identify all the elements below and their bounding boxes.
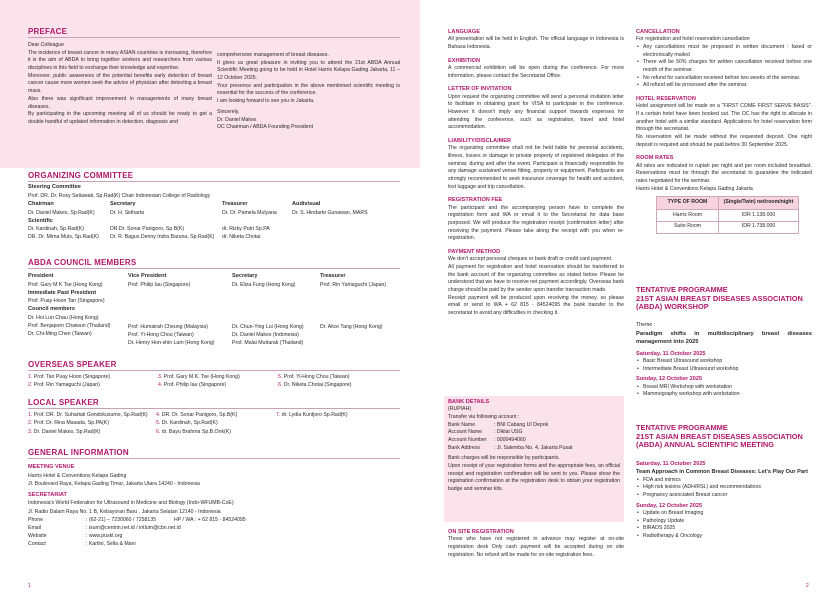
council-member: Prof. Humairah Cheung (Malaysia) — [128, 324, 208, 330]
bank-row: Bank Name : BNI Cabang UI Depok — [448, 421, 549, 428]
bank-row: Bank Address : Jl. Salemba No. 4, Jakarta Pusat — [448, 444, 573, 451]
preface-signatory-role: OC Chairman / ABDA Founding President — [217, 124, 314, 131]
local-list-col-1 — [28, 411, 148, 436]
payment-text: We don't accept personal cheques or bank draft or credit card payment. — [448, 256, 613, 263]
annual-day1-list — [636, 477, 812, 500]
hotel-deposit-text: No reservation will be made without the requested deposit. One night deposit is required and should be paid before 30 September 2025. — [636, 134, 812, 148]
scientific-member: Dr. Kardinah, Sp.Rad(K) — [28, 226, 84, 233]
list-item: • High risk lesions (ADH/RSL) and recommendations — [636, 484, 812, 492]
registration-fee-heading: REGISTRATION FEE — [448, 197, 503, 204]
bank-charges-note: Bank charges will be responsible by participants. — [448, 455, 560, 462]
council-member: Dr. Alice Tang (Hong Kong) — [320, 324, 383, 330]
secretary-name: Dr. H. Sidharta — [110, 209, 145, 216]
payment-text: Receipt payment will be produced upon receiving the money, so please email or send to WA + 62 815 - 84524095 the bank transfer to the secretariat to avoid any difficulties in checking it. — [448, 294, 624, 317]
preface-left-column — [28, 42, 212, 127]
council-secretary-name: Dr. Eliza Fung (Hong Kong) — [232, 281, 296, 288]
bank-intro: Transfer via following account : — [448, 413, 520, 420]
workshop-programme — [636, 322, 812, 399]
preface-paragraph-7: Your presence and participation in the above mentioned scientific meeting is essential for the success of the conference. — [217, 82, 400, 97]
steering-committee-heading: Steering Committee — [28, 184, 81, 190]
abda-council-title: ABDA COUNCIL MEMBERS — [28, 258, 137, 267]
programme-day: Sunday, 12 October 2025 — [636, 502, 703, 509]
local-speaker-rule — [28, 408, 400, 409]
chairman-name: Dr. Daniel Makes, Sp.Rad(K) — [28, 209, 95, 216]
audivisual-heading: Audivisual — [292, 201, 321, 207]
preface-paragraph-6: It gives us great pleasure in inviting you to attend the 21st ABDA Annual Scientific Meeting going to be held in Hotel Harris Kelapa Gading Jakarta, 11 – 12 October 2025. — [217, 59, 400, 82]
secretariat-heading: SECRETARIAT — [28, 491, 67, 498]
list-item: 6. Dr. Niketa Chotai (Singapore) — [278, 382, 352, 389]
onsite-registration — [448, 528, 624, 559]
list-item: • Basic Breast Ultrasound workshop — [636, 358, 812, 366]
email-row: Email : isum@centrin.net.id / intlum@cbn.net.id — [28, 524, 181, 531]
chairman-block — [28, 200, 99, 242]
list-item: • All refund will be processed after the seminar. — [636, 82, 812, 90]
programme-day: Saturday, 11 October 2025 — [636, 461, 706, 467]
list-item: • Mammography workshop with workstation — [636, 391, 812, 399]
theme-label: Theme : — [636, 322, 656, 328]
table-header-row — [657, 197, 799, 210]
scientific-member: dr. Rizky Putri Sp.PA — [222, 226, 270, 233]
room-rates-heading: ROOM RATES — [636, 155, 674, 162]
list-item: 6. dr. Bayu Brahma Sp.B.Onk(K) — [156, 428, 231, 435]
meeting-venue-heading: MEETING VENUE — [28, 464, 75, 470]
list-item: 4. Prof. Philip Iau (Singapore) — [158, 382, 227, 389]
invitation-heading: LETTER OF INVITATION — [448, 86, 512, 93]
scientific-heading: Scientific — [28, 217, 53, 224]
overseas-list-col-2 — [158, 373, 240, 390]
council-member: Prof. Yi-Hong Chou (Taiwan) — [128, 332, 194, 339]
list-item: 7. dr. Lydia Kuntjoro Sp.Rad(K) — [276, 412, 348, 418]
liability-heading: LIABILITY/DISCLAIMER — [448, 137, 512, 144]
list-item: 4. DR. Dr. Sonar Panigoro, Sp.B(K) — [156, 412, 238, 418]
cancellation-intro: For registration and hotel reservation cancellation — [636, 36, 750, 43]
treasurer-heading: Treasurer — [222, 201, 248, 207]
room-rates-text: All rates are indicated in rupiah per night and per room included breakfast. Reservations must be through the secretariat to guarantee the indicated rates negotiated for the seminar. — [636, 162, 812, 185]
preface-paragraph-8: I am looking forward to see you in Jakarta. — [217, 98, 315, 105]
past-president-name: Prof. Puay-Hoon Tan (Singapore) — [28, 298, 105, 305]
list-item: • Pregnancy associated Breast cancer — [636, 492, 812, 500]
website-row: Website : www.puskl.org — [28, 532, 123, 539]
list-item: 3. Prof. Gary M.K. Tse (Hong Kong) — [158, 374, 240, 380]
page-number-right: 2 — [806, 582, 809, 589]
council-treasurer-heading: Treasurer — [320, 273, 346, 279]
audivisual-block — [292, 200, 368, 217]
council-member: Dr. Daniel Makes (Indonesia) — [232, 332, 299, 339]
venue-name: Harris Hotel & Conventions Kelapa Gading — [28, 472, 127, 479]
council-col-2-members — [128, 323, 215, 347]
treasurer-block — [222, 200, 277, 242]
secretary-block — [110, 200, 214, 242]
council-col-3 — [232, 272, 295, 289]
contact-row: Contact : Kartini, Sella & Mani — [28, 540, 136, 547]
hotel-reservation-heading: HOTEL RESERVATION — [636, 96, 696, 103]
preface-paragraph-3: Also there was significant improvement in managements of many breast diseases. — [28, 95, 212, 110]
council-col-4 — [320, 272, 386, 289]
language-heading: LANGUAGE — [448, 29, 481, 35]
council-treasurer-name: Prof. Rin Yamaguchi (Japan) — [320, 281, 387, 288]
column-header: (Single/Twin) net/room/night — [719, 197, 799, 210]
programme-day: Sunday, 12 October 2025 — [636, 376, 703, 383]
overseas-speaker-rule — [28, 370, 400, 371]
list-item: 2. Prof. Dr. Rina Masada, Sp.PA(K) — [28, 420, 109, 427]
preface-signoff: Sincerely, — [217, 108, 240, 115]
organizing-committee-title: ORGANIZING COMMITTEE — [28, 171, 134, 180]
hotel-reservation-text: Hotel assignment will be made on a "FIRST COME FIRST SERVE BASIS". If a certain hotel have been booked out. The OC has the right to allocate in another hotel with a similar standard. Applications for hotel reservation form through the secretariat. — [636, 103, 812, 133]
list-item: • FDA and mimics — [636, 477, 812, 485]
secretariat-address: Jl. Radio Dalam Raya No. 1 B, Kebayoran Baru , Jakarta Selatan 12140 - Indonesia — [28, 508, 221, 515]
scientific-member: DR. Dr. Mirna Muis, Sp.Rad(K) — [28, 234, 99, 241]
council-member: Prof. Benjaporn Chaiwun (Thailand) — [28, 323, 111, 330]
past-president-heading: Immediate Past President — [28, 289, 97, 296]
council-member: Dr. Chi-Ming Chen (Taiwan) — [28, 331, 92, 338]
general-information-body — [28, 463, 246, 548]
list-item: 1. Prof. DR. Dr. Suhartati Gondokusumo, Sp.Rad(K) — [28, 412, 148, 418]
payment-text: All payment for registration and hotel reservation should be transferred to the bank account of the organizing committee as stated below. Please be understood that we have to receive net payment accordingly. Overseas bank charge should be paid by the sender upon transfer transaction made. — [448, 264, 624, 294]
list-item: • Breast MRI Workshop with workstation — [636, 384, 812, 392]
council-member: Dr. Hoi Lun Chau (Hong Kong) — [28, 315, 99, 322]
table-row: Suite Room IDR 1.738.000 — [657, 221, 799, 233]
bank-receipt-note: Upon receipt of your registration forms and the appropriate fees, an official receipt and registration confirmation will be sent to you. Please show the registration confirmation at the registration desk to obtain your registration badge and seminar kits. — [448, 463, 620, 493]
vice-president-name: Prof. Philip Iau (Singapore) — [128, 281, 191, 288]
council-member: Dr. Chun-Ying Lui (Hong Kong) — [232, 324, 304, 330]
steering-committee-member: Prof. DR. Dr. Rosy Setiawati, Sp.Rad(K) Chair Indonesian College of Radiology — [28, 192, 211, 199]
general-information-title: GENERAL INFORMATION — [28, 448, 129, 457]
bank-currency: (RUPIAH) — [448, 406, 472, 413]
room-rates-table — [656, 196, 799, 233]
cancellation-list — [636, 44, 812, 90]
invitation-text: Upon request the organizing committee will send a personal invitation letter to facilitate in obtaining grant for VISA to participate in the conference. However it doesn't imply any financial support towards expenses for attending the conference, such as registration, travel and hotel accommodation. — [448, 93, 624, 131]
council-col-3-members — [232, 323, 304, 347]
preface-title: PREFACE — [28, 27, 68, 36]
bank-details — [448, 398, 620, 494]
workshop-programme-title: TENTATIVE PROGRAMME 21ST ASIAN BREAST DISEASES ASSOCIATION (ABDA) WORKSHOP — [636, 285, 803, 312]
payment-method-heading: PAYMENT METHOD — [448, 249, 501, 256]
list-item: • No refund for cancellation received before two weeks of the seminar. — [636, 75, 812, 83]
organizing-committee-rule — [28, 181, 400, 182]
overseas-list-col-1 — [28, 373, 110, 390]
list-item: 5. Prof. Yi-Hong Chou (Taiwan) — [278, 374, 350, 380]
cancellation-heading: CANCELLATION — [636, 29, 680, 35]
council-col-1 — [28, 272, 110, 338]
president-name: Prof. Gary M K Tse (Hong Kong) — [28, 281, 103, 288]
phone-row: Phone : (62-21) – 7230060 / 7258135 HP / WA : + 62 815 - 84524095 — [28, 516, 246, 523]
local-speaker-title: LOCAL SPEAKER — [28, 398, 99, 407]
preface-paragraph-2: Moreover, public awareness of the potential benefits early detection of breast cancer cause more women seek the advice of physician after detecting a breast mass. — [28, 72, 212, 95]
audivisual-name: Dr. S. Hindarto Gunawan, MARS — [292, 209, 368, 216]
column-header: TYPE OF ROOM — [657, 197, 719, 210]
exhibition-text: A commercial exhibition will be open during the conference. For more information, please contact the Secretariat Office. — [448, 64, 624, 79]
list-item: • Intermediate Breast Ultrasound workshop — [636, 366, 812, 374]
scientific-member: Dr. R. Bagus Denny Indra Baruna, Sp.Rad(K) — [110, 234, 215, 241]
general-information-rule — [28, 458, 400, 459]
list-item: 2. Prof. Rin Yamaguchi (Japan) — [28, 382, 100, 389]
overseas-speaker-title: OVERSEAS SPEAKER — [28, 360, 117, 369]
preface-greeting: Dear Colleague — [28, 42, 65, 48]
bank-details-heading: BANK DETAILS — [448, 399, 490, 405]
secretary-heading: Secretary — [110, 201, 136, 207]
language-text: All presentation will be held in English. The official language in Indonesia is Bahasa Indonesia. — [448, 36, 624, 50]
annual-day2-list — [636, 510, 812, 541]
list-item: 3. Dr. Daniel Makes, Sp.Rad(K) — [28, 428, 101, 435]
exhibition-heading: EXHIBITION — [448, 57, 481, 64]
preface-rule — [28, 37, 400, 38]
scientific-member: dr. Niketa Chotai — [222, 234, 261, 241]
council-col-2 — [128, 272, 190, 289]
treasurer-name: Dr. Dr. Pamela Mulyana — [222, 209, 277, 216]
list-item: • BIRADS 2025 — [636, 525, 812, 533]
vice-president-heading: Vice President — [128, 273, 167, 279]
council-member: Prof. Malai Muttarak (Thailand) — [232, 340, 304, 347]
local-list-col-3 — [276, 411, 348, 419]
preface-right-column — [217, 52, 400, 132]
list-item: • Radiotherapy & Oncology — [636, 533, 812, 541]
annual-meeting-programme-title: TENTATIVE PROGRAMME 21ST ASIAN BREAST DISEASES ASSOCIATION (ABDA) ANNUAL SCIENTIFIC MEETING — [636, 423, 803, 450]
page-number-left: 1 — [28, 582, 31, 589]
list-item: 5. Dr. Kardinah, Sp.Rad(K) — [156, 420, 218, 427]
scientific-member: DR.Dr. Sonar Panigoro, Sp.B(K) — [110, 226, 185, 233]
workshop-day1-list — [636, 358, 812, 373]
local-list-col-2 — [156, 411, 237, 436]
list-item: • Pathology Update — [636, 518, 812, 526]
info-column-right — [636, 28, 812, 234]
annual-meeting-programme — [636, 460, 812, 541]
annual-theme: Team Approach in Common Breast Diseases: Let's Play Our Part — [636, 469, 808, 476]
info-column-middle — [448, 28, 624, 318]
overseas-list-col-3 — [278, 373, 352, 390]
president-heading: President — [28, 273, 54, 279]
secretariat-name: Indonesia's World Federation for Ultrasound in Medicine and Biology (Indo-WFUMB-CoE) — [28, 500, 234, 507]
workshop-day2-list — [636, 384, 812, 399]
bank-row: Account Number : 0000494060 — [448, 437, 526, 444]
bank-row: Account Name : Diklat USG — [448, 429, 523, 436]
venue-address: Jl. Boulevard Raya, Kelapa Gading Timur, Jakarta Utara 14240 - Indonesia — [28, 480, 200, 487]
preface-paragraph-1: The incidence of breast cancer in many ASIAN countries is increasing, therefore it is the aim of ABDA to bring together workers and researchers from various disciplines in this field to exchange their knowledge and expertise. — [28, 49, 212, 72]
list-item: • Update on Breast Imaging — [636, 510, 812, 518]
onsite-registration-text: Those who have not registered in advance may register at on-site registration desk Only cash payment will be accepted during on site registration. No refund will be made for on-site registration fees. — [448, 536, 624, 558]
list-item: 1. Prof. Tan Puay Hoon (Singapore) — [28, 374, 111, 380]
preface-signatory-name: Dr. Daniel Makes — [217, 116, 257, 123]
room-rates-hotel: Harris Hotel & Conventions Kelapa Gading Jakarta — [636, 185, 753, 192]
council-secretary-heading: Secretary — [232, 273, 258, 279]
chairman-heading: Chairman — [28, 201, 54, 207]
preface-paragraph-5: comprehensive management of breast diseases. — [217, 52, 329, 58]
liability-text: The organizing committee shall not be held liable for personal accidents, illness, losses or damage to private property of registered delegates of the seminar, during and after the event. Participant is financially responsible for any damage sustained venue fitting, property or equipment. Participants are strongly recommended to seek insurance coverage for health and accident, lost luggage and trip cancellation. — [448, 145, 624, 190]
council-member: Dr. Henry Hon-shin Lam (Hong Kong) — [128, 340, 215, 347]
council-col-4-members — [320, 323, 382, 331]
registration-fee-text: The participant and the accompanying person have to complete the registration form and WA or email it to the Secretariat for data base purposed. We will produce the registration receipt (confirmation letter) after receiving the payment. Please take along the receipt with you when re-registration. — [448, 204, 624, 242]
preface-paragraph-4: By participating in the upcoming meeting all of us should be ready to get a double handful of updated information in detection, diagnosis and — [28, 111, 212, 125]
list-item: • Any cancellations must be proposed in written document : faxed or electronically mailed — [636, 44, 812, 59]
table-row: Harris Room IDR 1.138.000 — [657, 210, 799, 222]
steering-committee — [28, 183, 210, 200]
abda-council-rule — [28, 268, 400, 269]
council-members-heading: Council members — [28, 306, 75, 313]
programme-day: Saturday, 11 October 2025 — [636, 350, 706, 357]
workshop-theme: Paradigm shifts in multidisciplinary breast diseases management into 2025 — [636, 330, 812, 346]
list-item: • There will be 50% charges for written cancellation received before one month of the seminar. — [636, 59, 812, 74]
onsite-registration-heading: ON SITE REGISTRATION — [448, 529, 514, 535]
